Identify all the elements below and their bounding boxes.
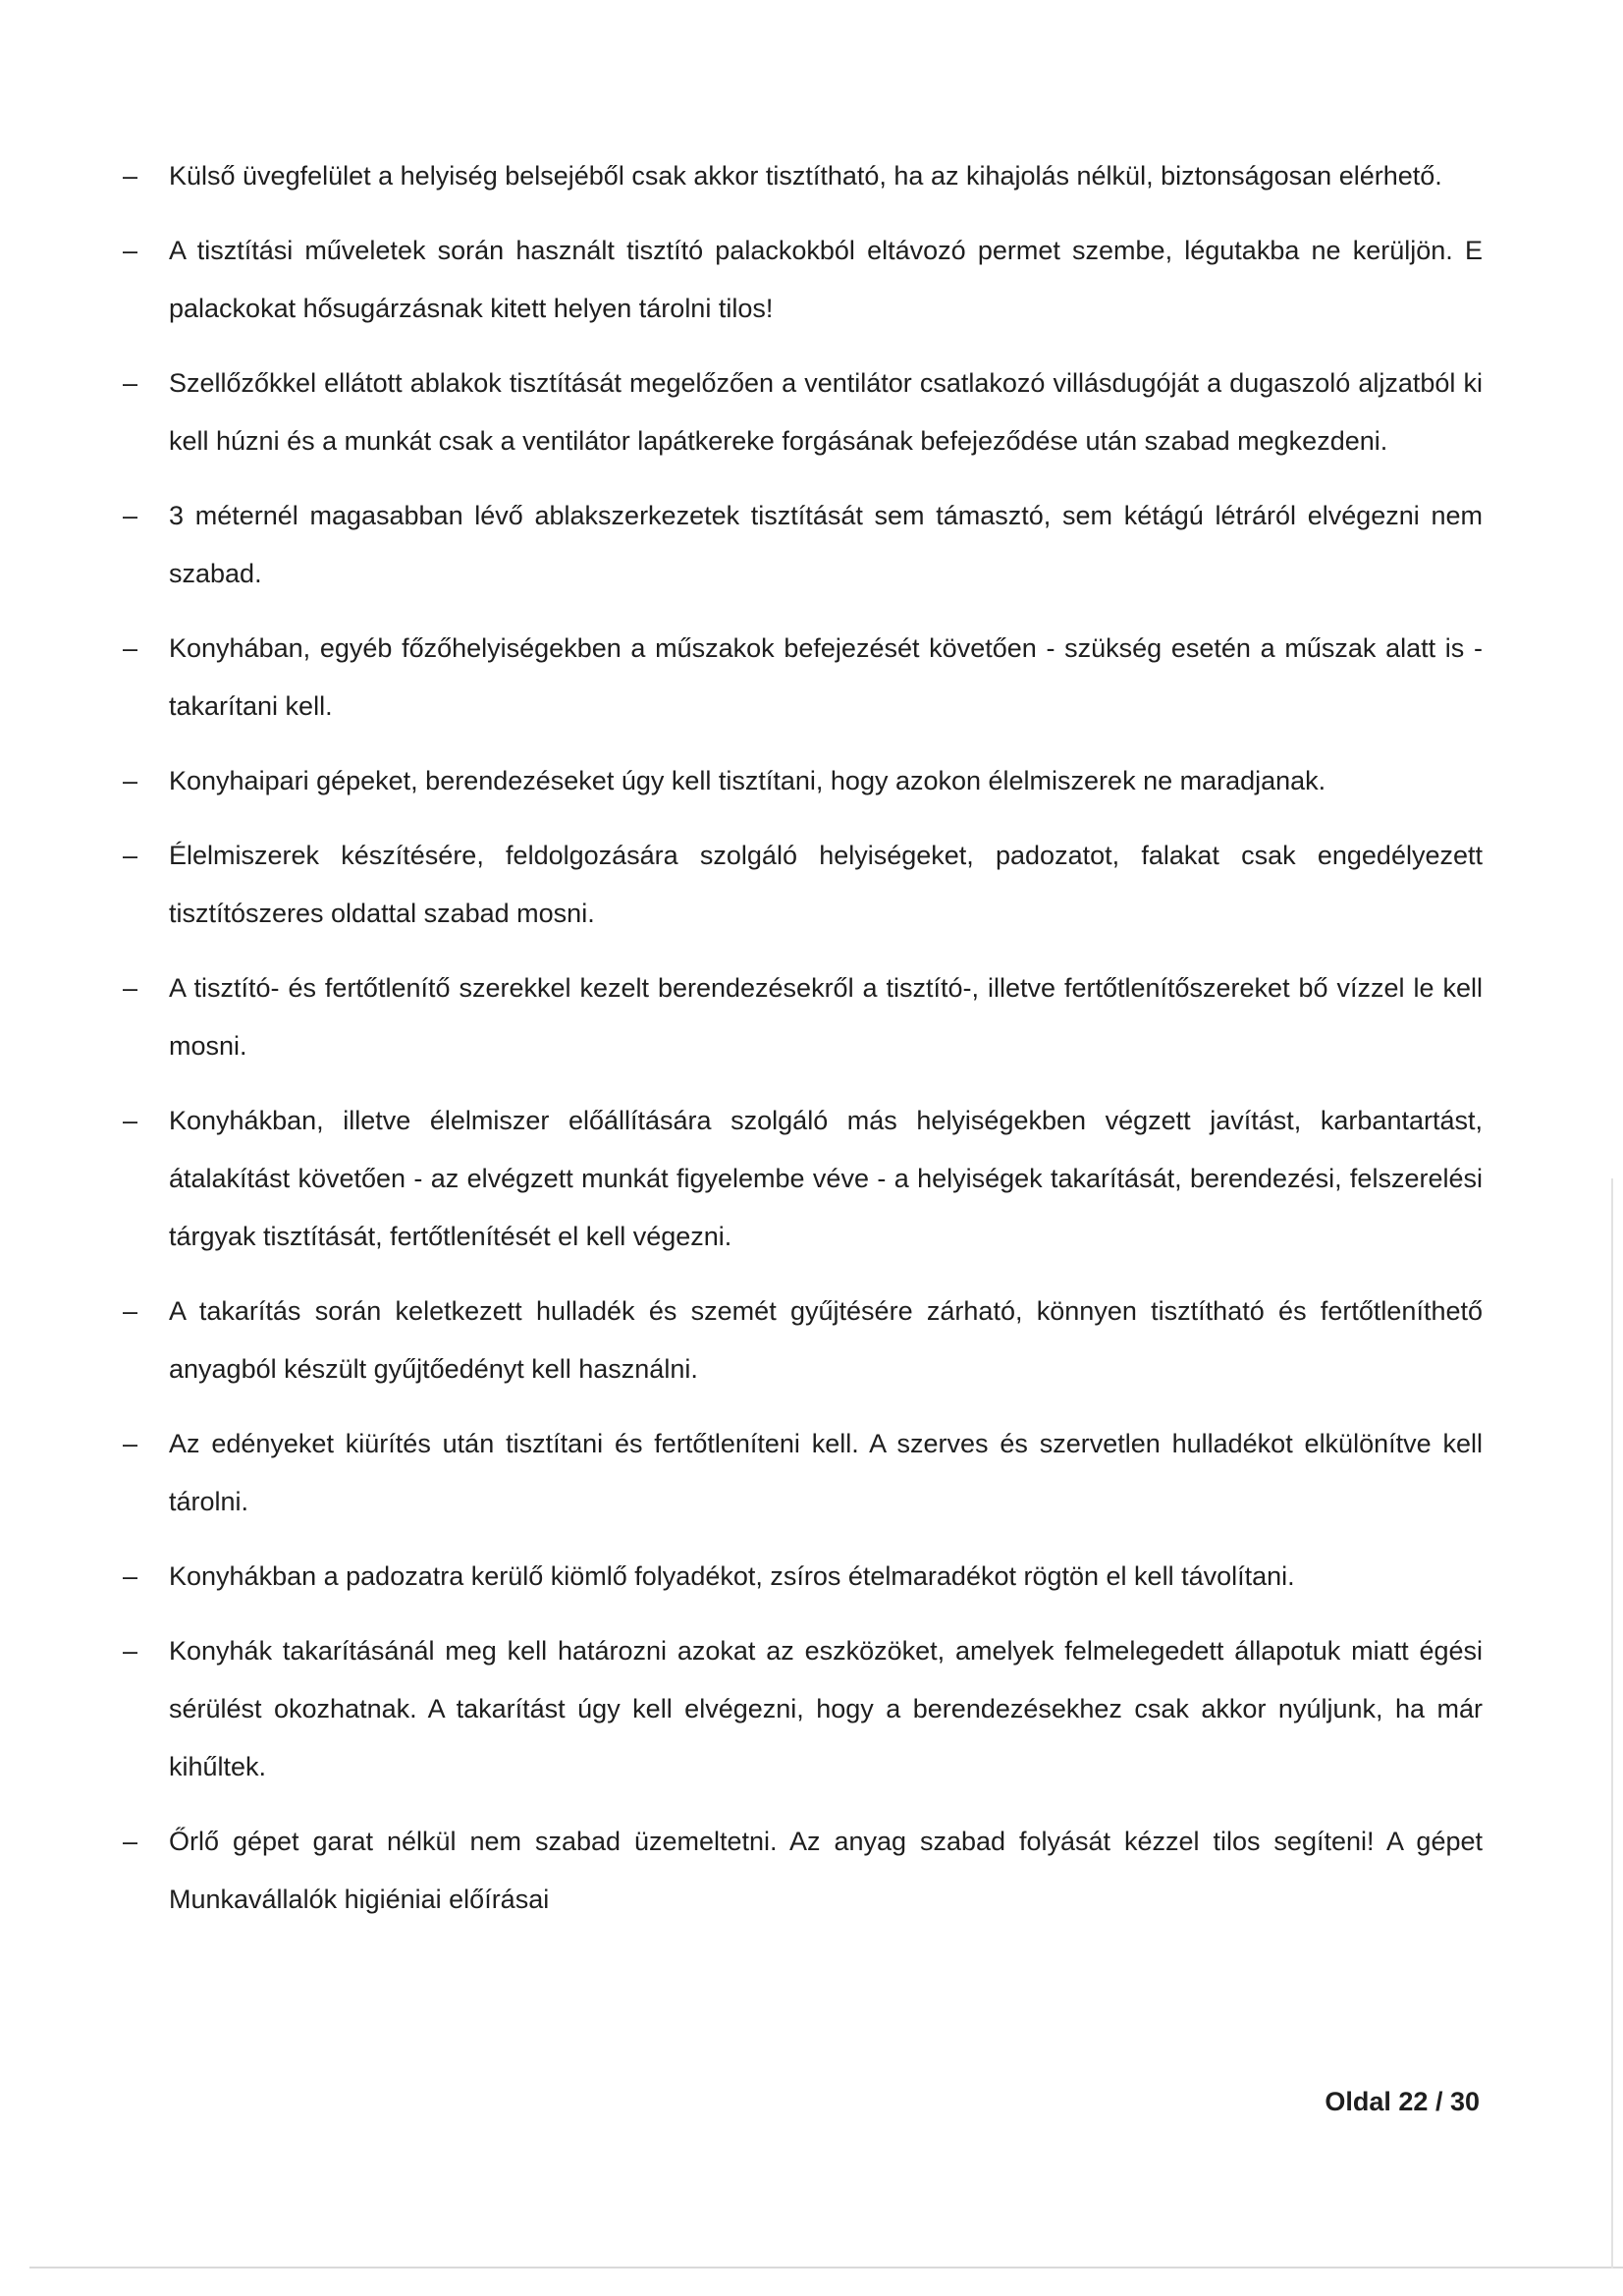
list-item bbox=[123, 959, 1483, 1075]
list-item-text: Külső üvegfelület a helyiség belsejéből csak akkor tisztítható, ha az kihajolás nélkül, biztonságosan elérhető. bbox=[169, 161, 1442, 191]
list-item bbox=[123, 222, 1483, 338]
list-item bbox=[123, 1548, 1483, 1606]
scan-edge-right bbox=[1611, 1178, 1613, 2269]
list-item bbox=[123, 752, 1483, 810]
bullet-list bbox=[123, 147, 1483, 1945]
list-item bbox=[123, 620, 1483, 736]
dash-bullet: – bbox=[123, 633, 138, 663]
list-item bbox=[123, 1283, 1483, 1398]
list-item-text: A takarítás során keletkezett hulladék és szemét gyűjtésére zárható, könnyen tisztítható és fertőtleníthető anyagból készült gyűjtőedényt kell használni. bbox=[169, 1296, 1483, 1384]
list-item-text: Konyhákban, illetve élelmiszer előállítására szolgáló más helyiségekben végzett javítást, karbantartást, átalakítást követően - az elvégzett munkát figyelembe véve - a helyiségek takarítását, berendezési, felszerelési tárgyak tisztítását, fertőtlenítését el kell végezni. bbox=[169, 1106, 1483, 1251]
dash-bullet: – bbox=[123, 368, 138, 398]
list-item-text: 3 méternél magasabban lévő ablakszerkezetek tisztítását sem támasztó, sem kétágú létráról elvégezni nem szabad. bbox=[169, 501, 1483, 588]
list-item-text: Az edényeket kiürítés után tisztítani és fertőtleníteni kell. A szerves és szervetlen hulladékot elkülönítve kell tárolni. bbox=[169, 1429, 1483, 1516]
list-item bbox=[123, 147, 1483, 205]
dash-bullet: – bbox=[123, 766, 138, 795]
list-item-text: Szellőzőkkel ellátott ablakok tisztítását megelőzően a ventilátor csatlakozó villásdugóját a dugaszoló aljzatból ki kell húzni és a munkát csak a ventilátor lapátkereke forgásának befejeződése után szabad megkezdeni. bbox=[169, 368, 1483, 456]
dash-bullet: – bbox=[123, 973, 138, 1003]
list-item-text: Konyhában, egyéb főzőhelyiségekben a műszakok befejezését követően - szükség esetén a műszak alatt is - takarítani kell. bbox=[169, 633, 1483, 721]
list-item-text: Konyhaipari gépeket, berendezéseket úgy kell tisztítani, hogy azokon élelmiszerek ne maradjanak. bbox=[169, 766, 1326, 795]
page-number: Oldal 22 / 30 bbox=[1325, 2087, 1480, 2116]
list-item bbox=[123, 1813, 1483, 1929]
list-item-text: A tisztító- és fertőtlenítő szerekkel kezelt berendezésekről a tisztító-, illetve fertőtlenítőszereket bő vízzel le kell mosni. bbox=[169, 973, 1483, 1061]
list-item-text: Őrlő gépet garat nélkül nem szabad üzemeltetni. Az anyag szabad folyását kézzel tilos segíteni! A gépet Munkavállalók higiéniai előírásai bbox=[169, 1827, 1483, 1914]
list-item bbox=[123, 1415, 1483, 1531]
list-item bbox=[123, 1092, 1483, 1266]
scan-edge-bottom bbox=[29, 2267, 1623, 2269]
list-item bbox=[123, 1622, 1483, 1796]
list-item-text: A tisztítási műveletek során használt tisztító palackokból eltávozó permet szembe, légutakba ne kerüljön. E palackokat hősugárzásnak kitett helyen tárolni tilos! bbox=[169, 236, 1483, 323]
dash-bullet: – bbox=[123, 841, 138, 870]
dash-bullet: – bbox=[123, 1561, 138, 1591]
list-item-text: Konyhák takarításánál meg kell határozni azokat az eszközöket, amelyek felmelegedett állapotuk miatt égési sérülést okozhatnak. A takarítást úgy kell elvégezni, hogy a berendezésekhez csak akkor nyúljunk, ha már kihűltek. bbox=[169, 1636, 1483, 1781]
dash-bullet: – bbox=[123, 1296, 138, 1326]
dash-bullet: – bbox=[123, 1636, 138, 1666]
dash-bullet: – bbox=[123, 1106, 138, 1135]
dash-bullet: – bbox=[123, 501, 138, 530]
list-item bbox=[123, 827, 1483, 943]
dash-bullet: – bbox=[123, 1429, 138, 1458]
list-item bbox=[123, 355, 1483, 470]
list-item-text: Élelmiszerek készítésére, feldolgozására szolgáló helyiségeket, padozatot, falakat csak engedélyezett tisztítószeres oldattal szabad mosni. bbox=[169, 841, 1483, 928]
list-item-text: Konyhákban a padozatra kerülő kiömlő folyadékot, zsíros ételmaradékot rögtön el kell távolítani. bbox=[169, 1561, 1295, 1591]
dash-bullet: – bbox=[123, 161, 138, 191]
dash-bullet: – bbox=[123, 1827, 138, 1856]
list-item bbox=[123, 487, 1483, 603]
dash-bullet: – bbox=[123, 236, 138, 265]
